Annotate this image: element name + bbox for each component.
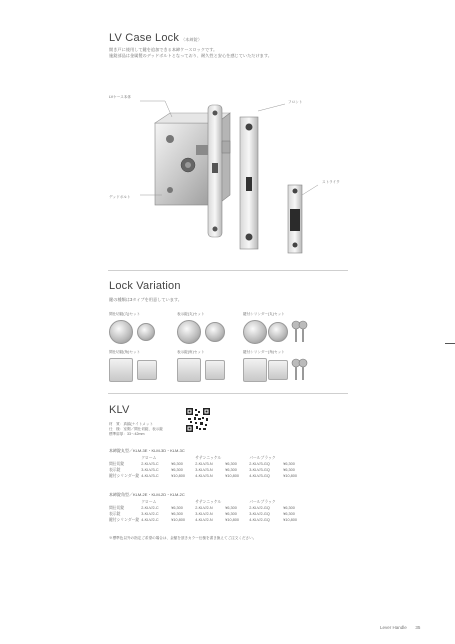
table-cell: 3-KLV/2-N <box>195 512 213 516</box>
section-tab-marker <box>445 343 455 344</box>
table-cell: 2-KLV/2-GQ <box>249 506 270 510</box>
table-cell: 2-KLV/3-N <box>195 462 213 466</box>
page-title <box>109 32 202 44</box>
table-cell: ¥6,300 <box>225 506 237 510</box>
label-strike: ストライク <box>322 180 340 184</box>
klv-title: KLV <box>109 404 130 416</box>
table-cell: ¥6,300 <box>171 512 183 516</box>
keys-icon <box>290 319 310 345</box>
table-cell: 2-KLV/3-GQ <box>249 462 270 466</box>
header-description <box>109 47 409 59</box>
desc-line-1: 開き戸に使用して鍵を追加できる本締ケースロックです。 <box>109 47 218 52</box>
footer <box>380 625 420 630</box>
label-deadbolt: デッドボルト <box>109 195 131 199</box>
table-cell: ¥6,300 <box>171 468 183 472</box>
table-row <box>109 473 307 479</box>
table-cell: 鍵付シリンダー錠 <box>109 473 140 478</box>
strike-plate <box>288 185 302 253</box>
variation-image-cylinder-round <box>243 319 313 345</box>
table-header: クローム <box>141 499 157 504</box>
table-cell: ¥10,800 <box>225 518 239 522</box>
spec-material: 材 質：真鍮(ナイトメット <box>109 422 154 426</box>
front-plate <box>240 117 258 249</box>
table-cell: 間仕切錠 <box>109 505 125 510</box>
table-cell: 4-KLV/3-GQ <box>249 474 270 478</box>
variation-label: 表示錠(丸)セット <box>177 312 205 316</box>
table-cell: ¥10,800 <box>171 518 185 522</box>
table-cell: ¥10,800 <box>225 474 239 478</box>
title-note: （本締錠） <box>181 37 203 42</box>
klv-note: ※標準色以外の指定ご希望の場合は、金額を頂きカラー仕様を書き換えてご注文ください。 <box>109 536 257 540</box>
table-cell: ¥10,800 <box>171 474 185 478</box>
thumbturn-icon <box>109 358 133 382</box>
table-header: パールブラック <box>249 455 276 460</box>
page-number: 35 <box>415 625 421 630</box>
cylinder-icon <box>268 322 288 342</box>
variation-image-indicator-round <box>177 319 237 345</box>
table-cell: 3-KLV/3-GQ <box>249 468 270 472</box>
table-cell: ¥6,300 <box>225 468 237 472</box>
table-cell: ¥6,300 <box>225 462 237 466</box>
table-header: クローム <box>141 455 157 460</box>
variation-image-partition-round <box>109 319 169 345</box>
desc-line-2: 施錠部品は金属製のデッドボルトとなっており、耐久性と安心を感じていただけます。 <box>109 53 272 58</box>
table-cell: ¥6,300 <box>225 512 237 516</box>
table-cell: 3-KLV/3-C <box>141 468 159 472</box>
table-cell: ¥6,300 <box>171 506 183 510</box>
table-cell: ¥10,800 <box>283 474 297 478</box>
table-header: サテンニッケル <box>195 499 222 504</box>
spec-door-thickness: 標準扉厚：33～42mm <box>109 432 145 436</box>
table-cell: 4-KLV/2-N <box>195 518 213 522</box>
lock-illustration <box>100 85 360 255</box>
table-cell: 2-KLV/3-C <box>141 462 159 466</box>
keys-icon <box>290 357 310 383</box>
variation-title: Lock Variation <box>109 280 181 292</box>
table-cell: 2-KLV/2-N <box>195 506 213 510</box>
table-cell: ¥6,300 <box>171 462 183 466</box>
table-cell: ¥6,300 <box>283 468 295 472</box>
label-case-body: LVケース本体 <box>109 95 131 99</box>
variation-label: 鍵付シリンダー(丸)セット <box>243 312 285 316</box>
variation-label: 間仕切錠(角)セット <box>109 350 141 354</box>
price-table-round <box>109 455 307 479</box>
klv-specs <box>109 422 163 437</box>
variation-image-indicator-square <box>177 357 237 383</box>
indicator-icon <box>205 360 225 380</box>
thumbturn-icon <box>177 358 201 382</box>
emergency-release-icon <box>137 360 157 380</box>
table2-heading: 本締錠角型／KLM-2E・KLM-2D・KLM-2C <box>109 492 185 497</box>
table-cell: 間仕切錠 <box>109 461 125 466</box>
price-table-square <box>109 499 307 523</box>
variation-label: 表示錠(角)セット <box>177 350 205 354</box>
table-header: サテンニッケル <box>195 455 222 460</box>
table-cell: 3-KLV/3-N <box>195 468 213 472</box>
qr-code[interactable] <box>186 408 210 432</box>
product-diagram <box>100 85 360 255</box>
table-cell: ¥6,300 <box>283 506 295 510</box>
table-cell: ¥10,800 <box>283 518 297 522</box>
table1-heading: 本締錠丸型／KLM-3E・KLM-3D・KLM-3C <box>109 448 185 453</box>
variation-image-cylinder-square <box>243 357 313 383</box>
table-cell: 2-KLV/2-C <box>141 506 159 510</box>
table-cell: 鍵付シリンダー錠 <box>109 517 140 522</box>
title-text: LV Case Lock <box>109 32 180 44</box>
variation-description: 鍵の種類は3タイプを用意しています。 <box>109 297 182 302</box>
table-cell: 3-KLV/2-GQ <box>249 512 270 516</box>
table-cell: 表示錠 <box>109 511 121 516</box>
emergency-release-icon <box>137 323 155 341</box>
variation-label: 間仕切錠(丸)セット <box>109 312 141 316</box>
indicator-icon <box>205 322 225 342</box>
section-divider-1 <box>108 270 348 271</box>
table-cell: 表示錠 <box>109 467 121 472</box>
table-row <box>109 517 307 523</box>
thumbturn-icon <box>109 320 133 344</box>
section-divider-2 <box>108 393 348 394</box>
table-cell: 4-KLV/3-N <box>195 474 213 478</box>
table-cell: 3-KLV/2-C <box>141 512 159 516</box>
footer-section-name: Lever Handle <box>380 625 407 630</box>
table-header: パールブラック <box>249 499 276 504</box>
variation-image-partition-square <box>109 357 169 383</box>
thumbturn-icon <box>243 320 267 344</box>
table-cell: 4-KLV/2-GQ <box>249 518 270 522</box>
table-cell: 4-KLV/2-C <box>141 518 159 522</box>
label-front: フロント <box>288 100 303 104</box>
variation-label: 鍵付シリンダー(角)セット <box>243 350 285 354</box>
table-cell: ¥6,300 <box>283 512 295 516</box>
table-cell: ¥6,300 <box>283 462 295 466</box>
thumbturn-icon <box>177 320 201 344</box>
cylinder-icon <box>268 360 288 380</box>
table-cell: 4-KLV/3-C <box>141 474 159 478</box>
thumbturn-icon <box>243 358 267 382</box>
spec-type: 仕 様：室側／間仕切錠、表示錠 <box>109 427 163 431</box>
